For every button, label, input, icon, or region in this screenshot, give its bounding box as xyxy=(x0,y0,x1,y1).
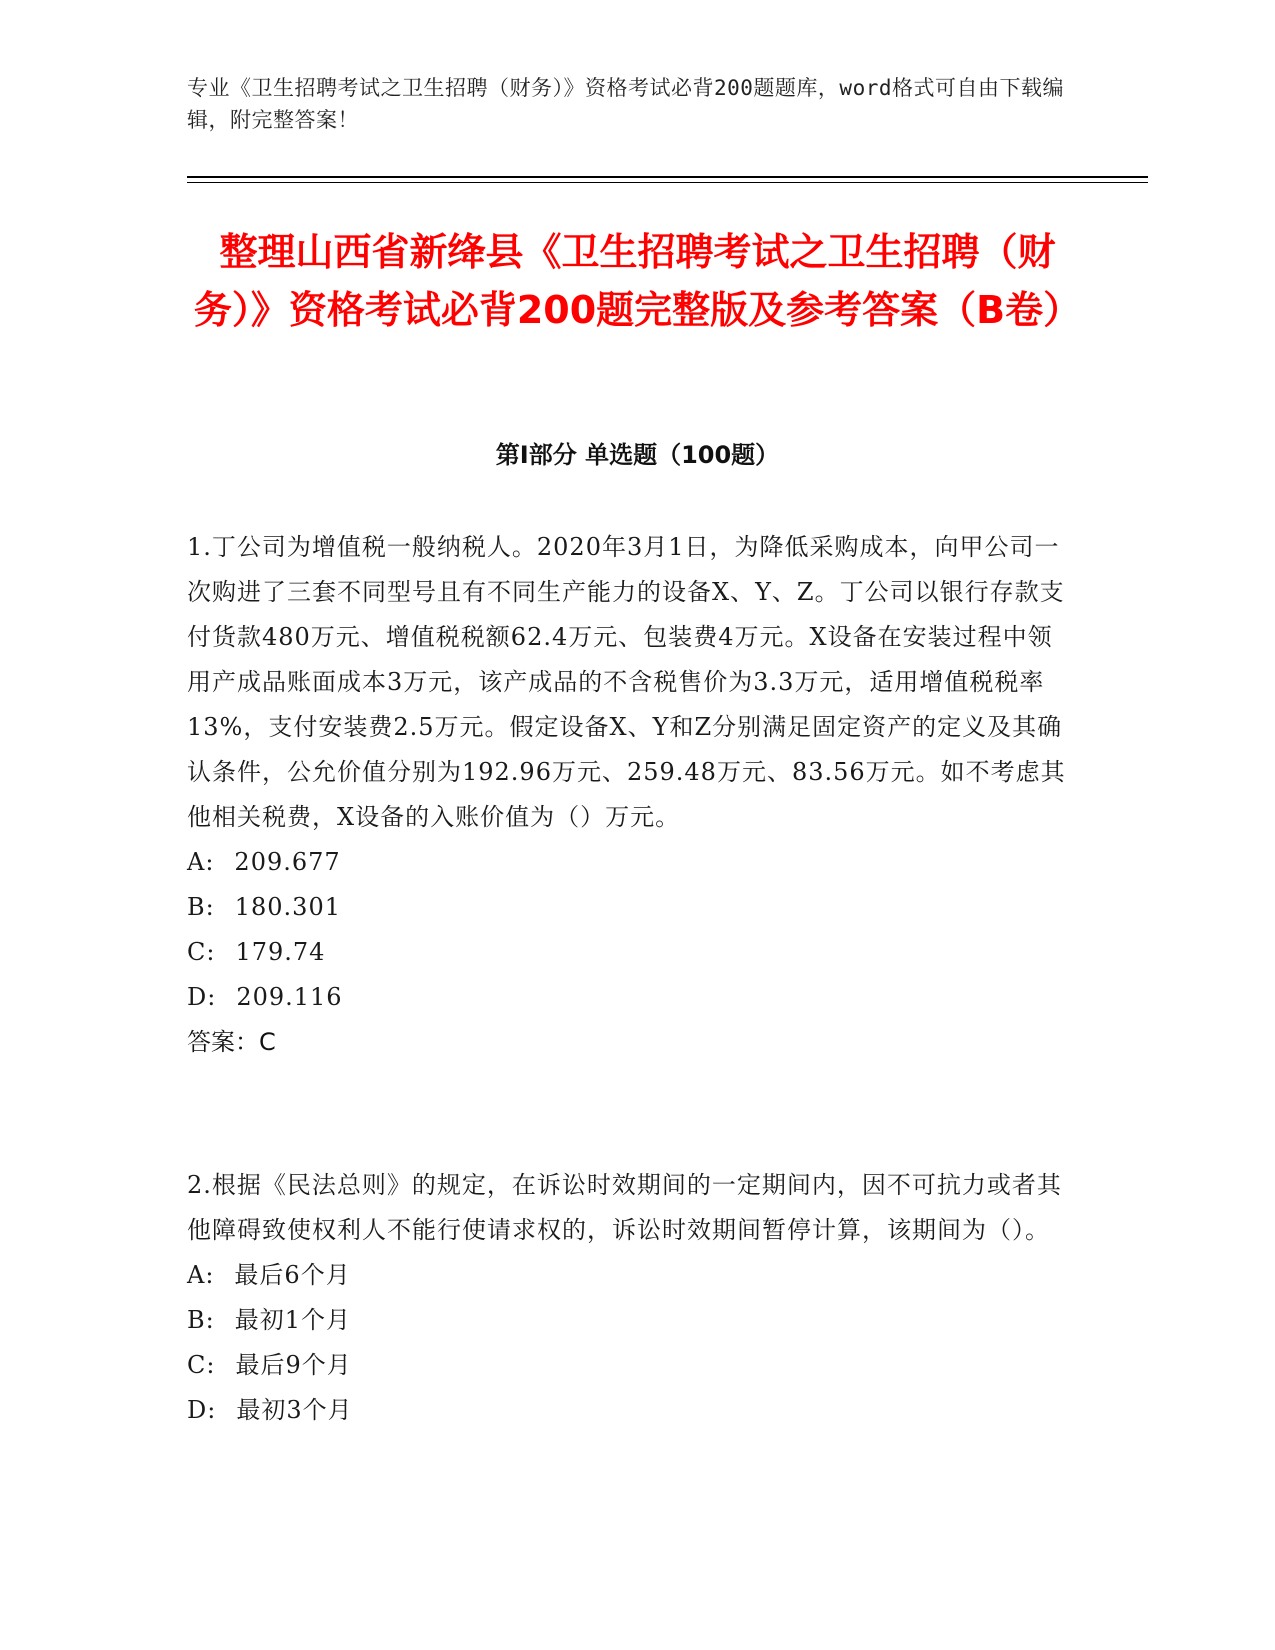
option-text: 最后6个月 xyxy=(234,1261,351,1289)
option-text: 最初3个月 xyxy=(236,1396,353,1424)
header-divider-thick xyxy=(187,176,1148,178)
option-b xyxy=(187,885,1067,930)
option-text: 最初1个月 xyxy=(234,1306,352,1334)
question-2 xyxy=(187,1163,1067,1433)
section-heading: 第Ⅰ部分 单选题（100题） xyxy=(495,441,780,469)
option-letter: B: xyxy=(187,1306,215,1334)
answer-line: 答案：C xyxy=(187,1028,276,1056)
option-text: 179.74 xyxy=(235,938,326,966)
option-letter: B: xyxy=(187,893,215,921)
option-text: 最后9个月 xyxy=(235,1351,352,1379)
option-letter: C: xyxy=(187,1351,216,1379)
header-note: 专业《卫生招聘考试之卫生招聘（财务）》资格考试必背200题题库，word格式可自由下载编辑，附完整答案！ xyxy=(187,76,1064,132)
option-b xyxy=(187,1298,1067,1343)
option-letter: C: xyxy=(187,938,216,966)
option-c xyxy=(187,930,1067,975)
option-letter: D: xyxy=(187,1396,217,1424)
document-title: 整理山西省新绛县《卫生招聘考试之卫生招聘（财务）》资格考试必背200题完整版及参考答案（B卷） xyxy=(193,230,1082,332)
question-stem: 2.根据《民法总则》的规定，在诉讼时效期间的一定期间内，因不可抗力或者其他障碍致使权利人不能行使请求权的，诉讼时效期间暂停计算，该期间为（）。 xyxy=(187,1171,1062,1244)
header-divider-thin xyxy=(187,182,1148,183)
question-1 xyxy=(187,525,1067,1065)
option-letter: A: xyxy=(187,848,215,876)
option-c xyxy=(187,1343,1067,1388)
question-stem: 1.丁公司为增值税一般纳税人。2020年3月1日，为降低采购成本，向甲公司一次购进了三套不同型号且有不同生产能力的设备X、Y、Z。丁公司以银行存款支付货款480万元、增值税税额62.4万元、包装费4万元。X设备在安装过程中领用产成品账面成本3万元，该产成品的不含税售价为3.3万元，适用增值税税率13%，支付安装费2.5万元。假定设备X、Y和Z分别满足固定资产的定义及其确认条件，公允价值分别为192.96万元、259.48万元、83.56万元。如不考虑其他相关税费，X设备的入账价值为（）万元。 xyxy=(187,533,1066,831)
option-d xyxy=(187,975,1067,1020)
option-letter: D: xyxy=(187,983,217,1011)
option-a xyxy=(187,1253,1067,1298)
option-text: 209.677 xyxy=(234,848,341,876)
option-text: 209.116 xyxy=(236,983,343,1011)
option-letter: A: xyxy=(187,1261,215,1289)
option-d xyxy=(187,1388,1067,1433)
option-a xyxy=(187,840,1067,885)
option-text: 180.301 xyxy=(234,893,341,921)
